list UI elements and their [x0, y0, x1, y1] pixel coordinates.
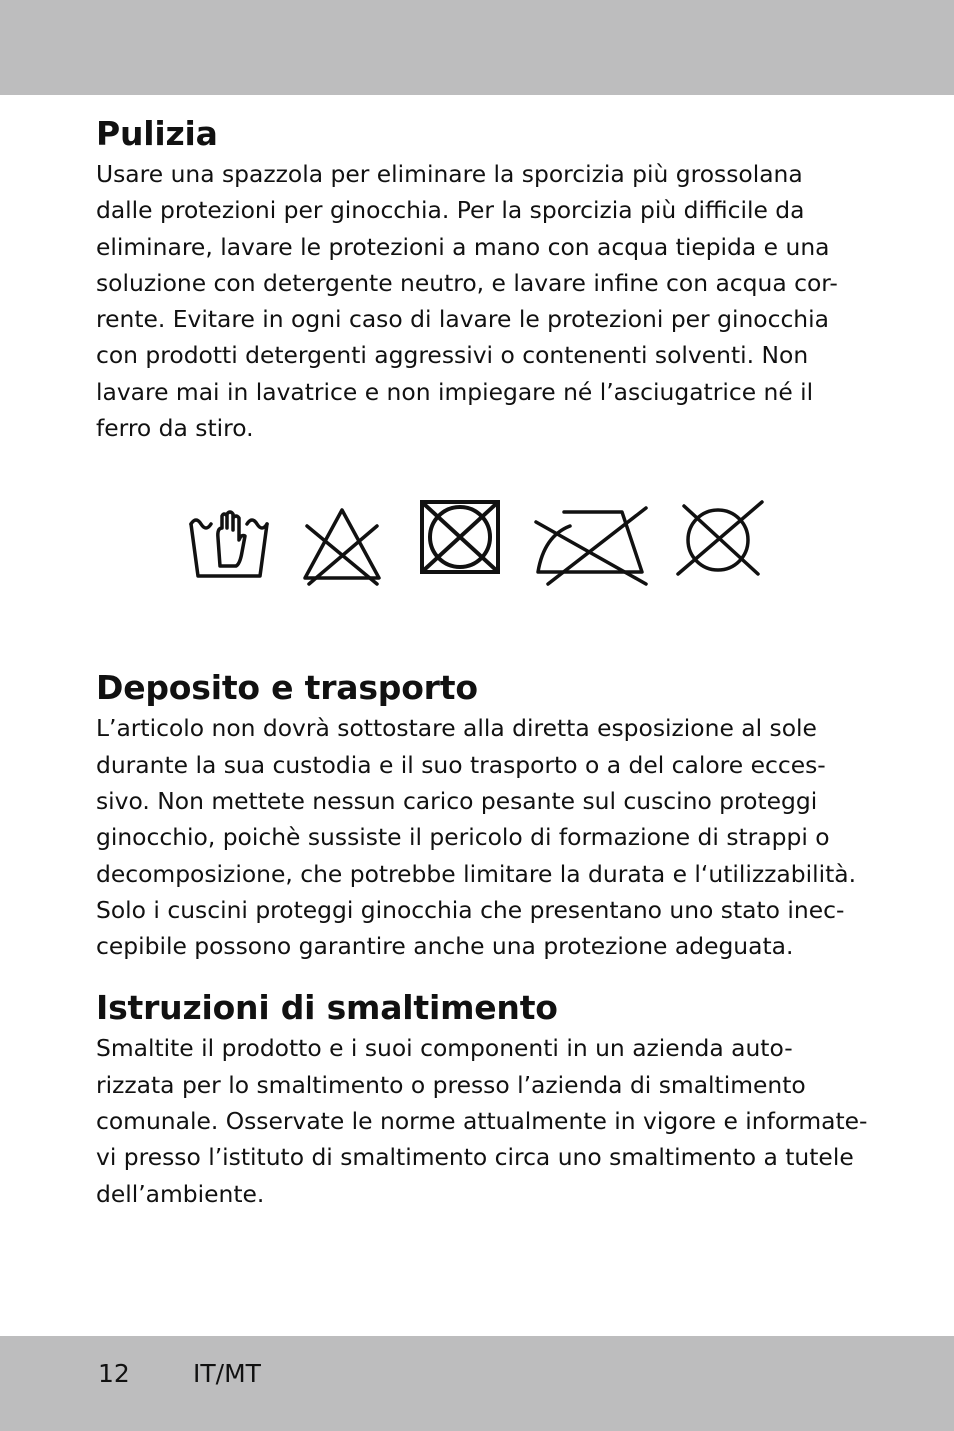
text-line: rente. Evitare in ogni caso di lavare le protezioni per ginocchia [96, 305, 829, 334]
do-not-dry-clean-icon [674, 498, 766, 580]
text-line: rizzata per lo smaltimento o presso l’azienda di smaltimento [96, 1070, 806, 1099]
text-line: ferro da stiro. [96, 414, 254, 443]
section-body [96, 710, 866, 964]
header-band [0, 0, 954, 95]
section-body [96, 156, 866, 446]
text-line: lavare mai in lavatrice e non impiegare né l’asciugatrice né il [96, 377, 814, 406]
do-not-iron-icon [530, 502, 652, 586]
do-not-tumble-dry-icon [418, 498, 502, 578]
section-body [96, 1030, 866, 1211]
page-number: 12 [98, 1359, 130, 1388]
language-code: IT/MT [193, 1359, 261, 1388]
section-disposal [96, 986, 866, 1211]
page-footer [98, 1354, 261, 1394]
text-line: dell’ambiente. [96, 1179, 265, 1208]
text-line: sivo. Non mettete nessun carico pesante sul cuscino proteggi [96, 786, 818, 815]
text-line: dalle protezioni per ginocchia. Per la sporcizia più difficile da [96, 196, 805, 225]
hand-wash-icon [188, 510, 270, 580]
text-line: vi presso l’istituto di smaltimento circa uno smaltimento a tutele [96, 1143, 854, 1172]
text-line: cepibile possono garantire anche una protezione adeguata. [96, 932, 794, 961]
care-symbols-row [96, 498, 866, 638]
section-title: Deposito e trasporto [96, 668, 478, 708]
text-line: Smaltite il prodotto e i suoi componenti in un azienda auto- [96, 1034, 793, 1063]
text-line: L’articolo non dovrà sottostare alla diretta esposizione al sole [96, 714, 817, 743]
do-not-bleach-icon [301, 506, 383, 586]
text-line: soluzione con detergente neutro, e lavare infine con acqua cor- [96, 268, 838, 297]
text-line: Usare una spazzola per eliminare la sporcizia più grossolana [96, 160, 803, 188]
text-line: eliminare, lavare le protezioni a mano con acqua tiepida e una [96, 232, 830, 261]
text-line: con prodotti detergenti aggressivi o contenenti solventi. Non [96, 341, 809, 370]
text-line: decomposizione, che potrebbe limitare la durata e l‘utilizzabilità. [96, 859, 857, 888]
section-title: Pulizia [96, 114, 218, 153]
section-cleaning [96, 112, 866, 446]
text-line: durante la sua custodia e il suo trasporto o a del calore ecces- [96, 750, 826, 779]
page-content [96, 112, 866, 1212]
section-storage-transport [96, 666, 866, 964]
text-line: comunale. Osservate le norme attualmente in vigore e informate- [96, 1107, 868, 1136]
section-title: Istruzioni di smaltimento [96, 988, 558, 1028]
text-line: Solo i cuscini proteggi ginocchia che presentano uno stato inec- [96, 895, 845, 924]
text-line: ginocchio, poichè sussiste il pericolo di formazione di strappi o [96, 823, 830, 852]
